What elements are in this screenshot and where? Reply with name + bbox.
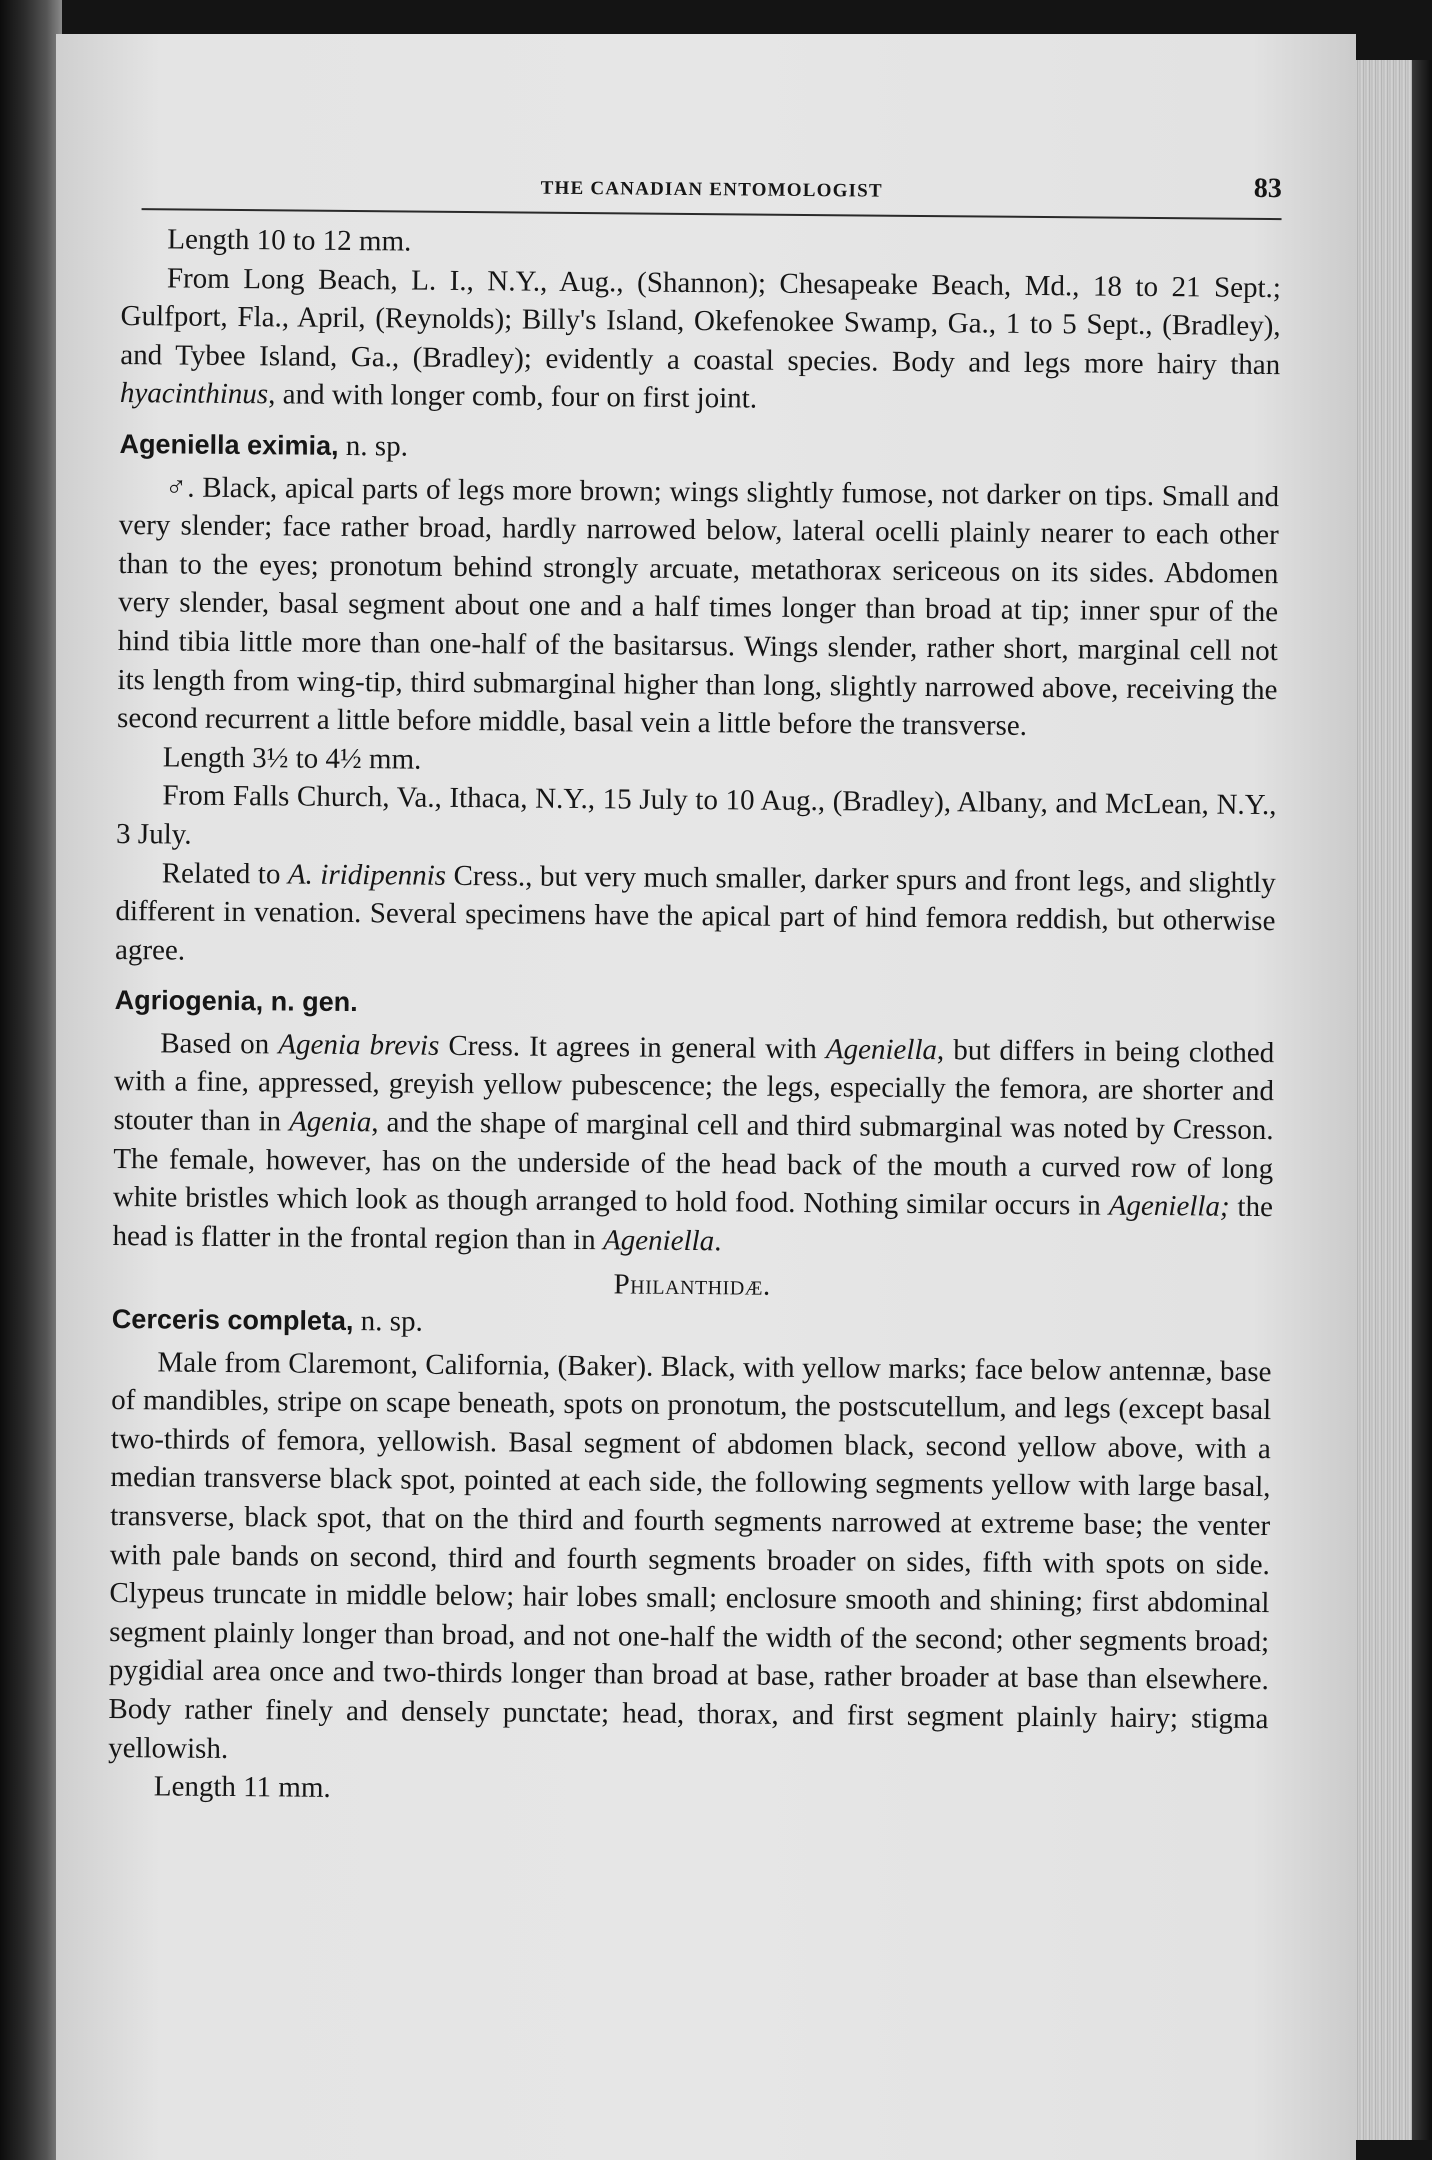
book-spine-shadow: [0, 0, 62, 2160]
book-cover-edge: [1412, 60, 1432, 2140]
localities-paragraph: From Long Beach, L. I., N.Y., Aug., (Shannon); Chesapeake Beach, Md., 18 to 21 Sept.; Gulfport, Fla., April, (Reynolds); Billy's Island, Okefenokee Swamp, Ga., 1 to 5 Sept., (Bradley), and Tybee Island, Ga., (Bradley); evidently a coastal species. Body and legs more hairy than hyacinthinus, and with longer comb, four on first joint.: [119, 261, 1282, 415]
family-heading: Philanthidæ.: [613, 1268, 771, 1303]
page-text: [108, 160, 1282, 1816]
book-page: [56, 34, 1356, 2160]
running-header: [142, 160, 1282, 220]
length-paragraph: Length 11 mm.: [153, 1770, 331, 1805]
length-paragraph: Length 10 to 12 mm.: [167, 223, 412, 258]
localities-paragraph: From Falls Church, Va., Ithaca, N.Y., 15 July to 10 Aug., (Bradley), Albany, and McLean, N.Y., 3 July.: [115, 779, 1277, 851]
species-heading-cerceris-completa: Cerceris completa, n. sp.: [111, 1303, 423, 1338]
genus-description: Based on Agenia brevis Cress. It agrees in general with Ageniella, but differs in being clothed with a fine, appressed, greyish yellow pubescence; the legs, especially the femora, are shorter and stouter than in Agenia, and the shape of marginal cell and third submarginal was noted by Cresson. The female, however, has on the underside of the head back of the mouth a curved row of long white bristles which look as though arranged to hold food. Nothing similar occurs in Ageniella; the head is flatter in the frontal region than in Ageniella.: [112, 1027, 1275, 1258]
species-description: Male from Claremont, California, (Baker). Black, with yellow marks; face below antennæ, base of mandibles, stripe on scape beneath, spots on pronotum, the postscutellum, and legs (except basal two-thirds of femora, yellowish. Basal segment of abdomen black, second yellow above, with a median transverse black spot, pointed at each side, the following segments yellow with large basal, transverse, black spot, that on the third and fourth segments narrowed at extreme base; the venter with pale bands on second, third and fourth segments broader on sides, fifth with spots on side. Clypeus truncate in middle below; hair lobes small; enclosure smooth and shining; first abdominal segment plainly longer than broad, and not one-half the width of the second; other segments broad; pygidial area once and two-thirds longer than broad at base, rather broader at base than elsewhere. Body rather finely and densely punctate; head, thorax, and first segment plainly hairy; stigma yellowish.: [108, 1345, 1272, 1765]
species-description: ♂. Black, apical parts of legs more brown; wings slightly fumose, not darker on tips. Small and very slender; face rather broad, hardly narrowed below, lateral ocelli plainly nearer to each other than to the eyes; pronotum behind strongly arcuate, metathorax sericeous on its sides. Abdomen very slender, basal segment about one and a half times longer than broad at tip; inner spur of the hind tibia little more than one-half of the basitarsus. Wings slender, rather short, marginal cell not its length from wing-tip, third submarginal higher than long, slightly narrowed above, receiving the second recurrent a little before middle, basal vein a little before the transverse.: [116, 470, 1280, 743]
length-paragraph: Length 3½ to 4½ mm.: [162, 741, 422, 776]
related-paragraph: Related to A. iridipennis Cress., but very much smaller, darker spurs and front legs, and slightly different in venation. Several specimens have the apical part of hind femora reddish, but otherwise agree.: [114, 856, 1276, 967]
genus-heading-agriogenia: Agriogenia, n. gen.: [114, 985, 358, 1018]
journal-title: THE CANADIAN ENTOMOLOGIST: [540, 177, 883, 202]
page-number: 83: [1253, 172, 1282, 205]
species-heading-ageniella-eximia: Ageniella eximia, n. sp.: [119, 428, 409, 463]
